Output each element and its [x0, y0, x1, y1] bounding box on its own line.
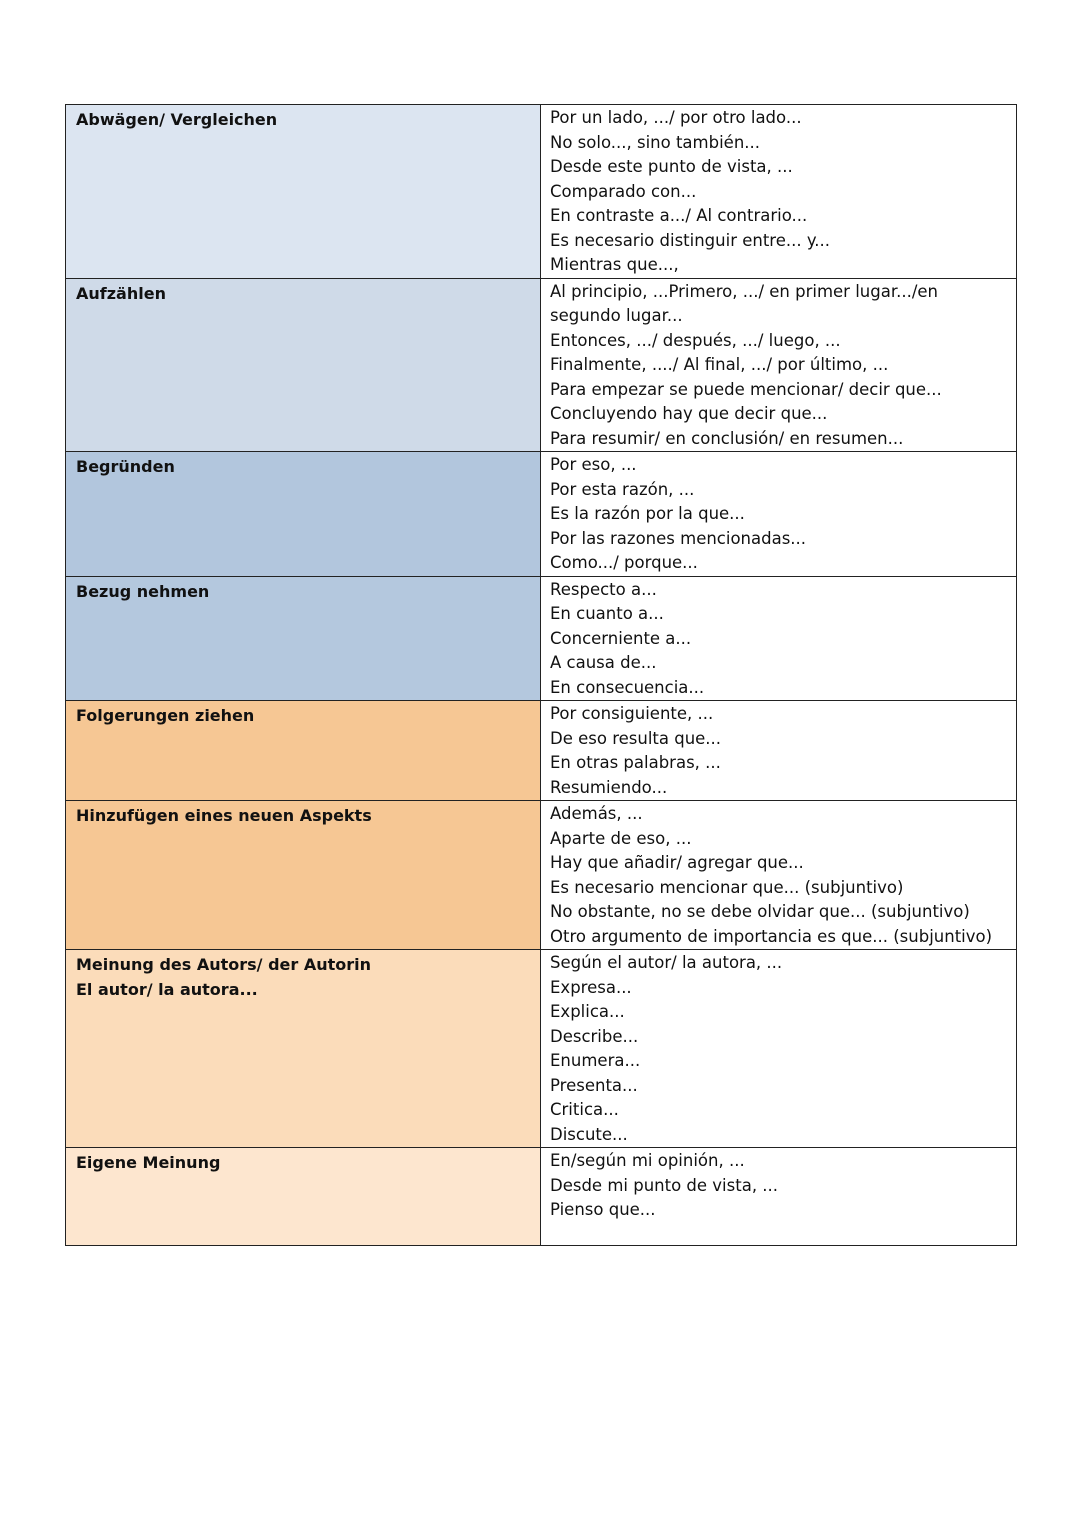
- table-body: [66, 105, 1017, 1246]
- phrase-line: Es necesario mencionar que... (subjuntivo): [550, 877, 904, 897]
- category-cell: [66, 1148, 541, 1246]
- category-label: Meinung des Autors/ der Autorin: [76, 955, 372, 974]
- category-cell: [66, 576, 541, 701]
- phrase-line: Entonces, .../ después, .../ luego, ...: [550, 330, 841, 350]
- phrase-line: Mientras que...,: [550, 255, 679, 274]
- phrase-line: Enumera...: [550, 1051, 641, 1070]
- phrase-line: Por las razones mencionadas...: [550, 528, 807, 548]
- phrase-line: Es necesario distinguir entre... y...: [550, 230, 831, 250]
- table-row: [66, 278, 1017, 452]
- phrase-line: Comparado con...: [550, 181, 697, 201]
- phrase-line: Presenta...: [550, 1075, 638, 1095]
- category-cell: [66, 801, 541, 950]
- phrase-line: Además, ...: [550, 804, 643, 823]
- phrases-cell: [541, 576, 1017, 701]
- phrase-line: Expresa...: [550, 977, 632, 997]
- phrase-line: Aparte de eso, ...: [550, 828, 692, 848]
- phrase-line: Resumiendo...: [550, 777, 668, 797]
- phrase-line: A causa de...: [550, 653, 657, 672]
- phrase-table: [65, 104, 1017, 1246]
- phrase-line: Respecto a...: [550, 579, 657, 599]
- phrase-line: Por esta razón, ...: [550, 479, 695, 499]
- phrase-line: Al principio, ...Primero, .../ en primer lugar.../en: [550, 281, 938, 301]
- phrase-line: En/según mi opinión, ...: [550, 1151, 745, 1170]
- table-row: [66, 701, 1017, 801]
- phrase-line: No solo..., sino también...: [550, 132, 761, 152]
- phrase-line: En otras palabras, ...: [550, 753, 721, 772]
- phrases-cell: [541, 1148, 1017, 1246]
- phrase-line: Pienso que...: [550, 1200, 656, 1219]
- category-label: Abwägen/ Vergleichen: [76, 110, 278, 129]
- category-label: Aufzählen: [76, 283, 166, 303]
- phrase-line: Según el autor/ la autora, ...: [550, 953, 783, 972]
- category-label: El autor/ la autora...: [76, 979, 258, 999]
- phrase-line: Por un lado, .../ por otro lado...: [550, 108, 802, 127]
- category-label: Hinzufügen eines neuen Aspekts: [76, 806, 372, 825]
- phrase-line: En cuanto a...: [550, 604, 664, 623]
- phrase-line: Desde mi punto de vista, ...: [550, 1175, 779, 1195]
- phrase-line: segundo lugar...: [550, 306, 683, 325]
- table-row: [66, 452, 1017, 577]
- phrase-line: No obstante, no se debe olvidar que... (subjuntivo): [550, 902, 970, 921]
- phrase-line: Para resumir/ en conclusión/ en resumen...: [550, 428, 904, 448]
- phrase-line: Para empezar se puede mencionar/ decir que...: [550, 379, 942, 399]
- phrases-cell: [541, 105, 1017, 279]
- phrase-line: Critica...: [550, 1100, 619, 1119]
- category-label: Bezug nehmen: [76, 581, 210, 601]
- phrase-line: De eso resulta que...: [550, 728, 722, 748]
- category-cell: [66, 278, 541, 452]
- phrase-line: Es la razón por la que...: [550, 504, 745, 523]
- category-cell: [66, 701, 541, 801]
- phrase-line: Discute...: [550, 1124, 628, 1144]
- phrase-line: En contraste a.../ Al contrario...: [550, 206, 808, 225]
- phrase-line: Concluyendo hay que decir que...: [550, 404, 828, 423]
- phrases-cell: [541, 801, 1017, 950]
- phrases-cell: [541, 950, 1017, 1148]
- phrase-line: Explica...: [550, 1002, 625, 1021]
- phrases-cell: [541, 278, 1017, 452]
- phrase-line: Describe...: [550, 1026, 639, 1046]
- category-label: Folgerungen ziehen: [76, 706, 255, 725]
- phrase-line: Hay que añadir/ agregar que...: [550, 853, 804, 872]
- category-label: Begründen: [76, 457, 175, 476]
- category-cell: [66, 452, 541, 577]
- phrase-line: Desde este punto de vista, ...: [550, 157, 793, 176]
- phrases-cell: [541, 452, 1017, 577]
- table-row: [66, 950, 1017, 1148]
- phrase-line: Por consiguiente, ...: [550, 704, 714, 723]
- table-row: [66, 801, 1017, 950]
- phrase-line: Por eso, ...: [550, 455, 637, 474]
- category-label: Eigene Meinung: [76, 1153, 221, 1172]
- phrase-line: Finalmente, ..../ Al final, .../ por último, ...: [550, 355, 889, 374]
- phrase-line: Otro argumento de importancia es que... (subjuntivo): [550, 926, 993, 946]
- phrases-cell: [541, 701, 1017, 801]
- table-row: [66, 1148, 1017, 1246]
- phrase-line: Concerniente a...: [550, 628, 692, 648]
- phrase-line: En consecuencia...: [550, 677, 705, 697]
- table-row: [66, 105, 1017, 279]
- table-row: [66, 576, 1017, 701]
- category-cell: [66, 950, 541, 1148]
- phrase-line: Como.../ porque...: [550, 553, 698, 572]
- category-cell: [66, 105, 541, 279]
